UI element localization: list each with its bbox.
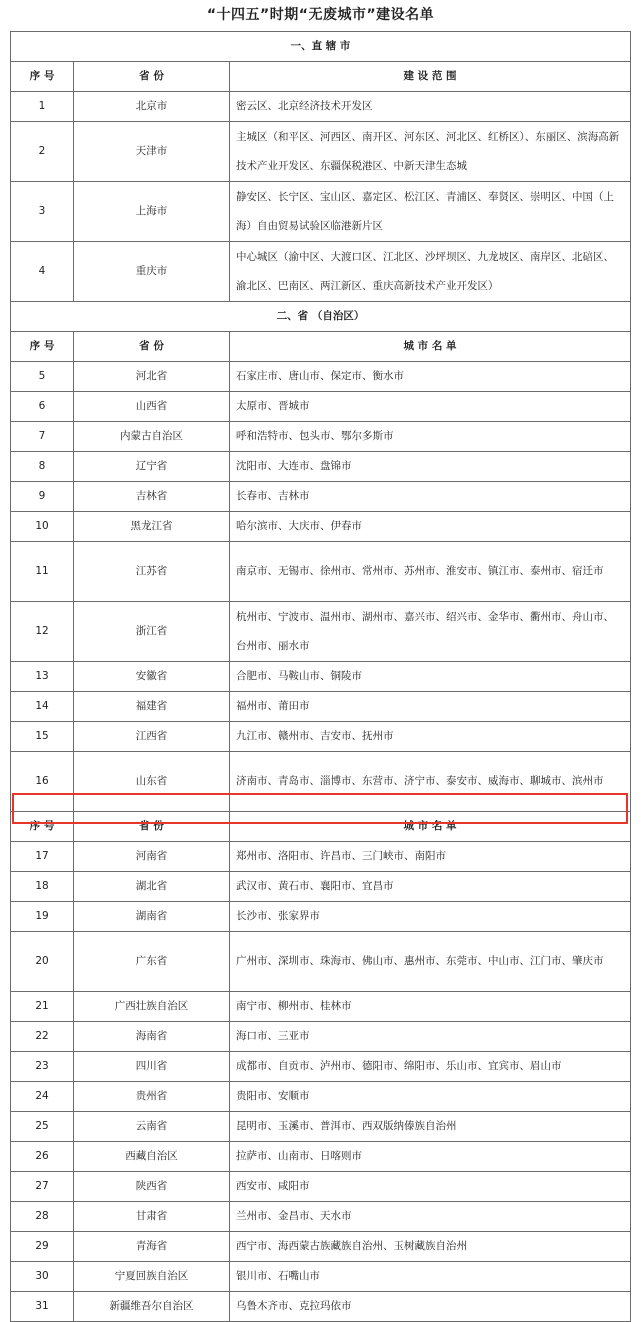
row-no: 7 [11,422,74,452]
row-province: 福建省 [74,692,230,722]
section-heading-text: 一、直 辖 市 [11,32,631,62]
row-province: 内蒙古自治区 [74,422,230,452]
row-no: 21 [11,992,74,1022]
header-province: 省 份 [74,62,230,92]
row-cities: 合肥市、马鞍山市、铜陵市 [230,662,631,692]
row-province: 河北省 [74,362,230,392]
row-cities: 郑州市、洛阳市、许昌市、三门峡市、南阳市 [230,842,631,872]
row-province: 江西省 [74,722,230,752]
table-row [11,752,631,812]
table-row [11,1052,631,1082]
row-no: 13 [11,662,74,692]
row-no: 24 [11,1082,74,1112]
table-row [11,1112,631,1142]
row-cities: 静安区、长宁区、宝山区、嘉定区、松江区、青浦区、奉贤区、崇明区、中国（上海）自由贸易试验区临港新片区 [230,182,631,242]
row-no: 15 [11,722,74,752]
table-row [11,122,631,182]
header-city-list: 城 市 名 单 [230,332,631,362]
row-no: 18 [11,872,74,902]
row-no: 1 [11,92,74,122]
table-header-row [11,62,631,92]
row-no: 30 [11,1262,74,1292]
row-no: 19 [11,902,74,932]
row-province: 山东省 [74,752,230,812]
table-row [11,1142,631,1172]
row-province: 天津市 [74,122,230,182]
row-province: 宁夏回族自治区 [74,1262,230,1292]
row-province: 新疆维吾尔自治区 [74,1292,230,1322]
row-no: 2 [11,122,74,182]
row-cities: 长沙市、张家界市 [230,902,631,932]
row-province: 安徽省 [74,662,230,692]
table-row [11,902,631,932]
row-no: 12 [11,602,74,662]
row-no: 28 [11,1202,74,1232]
row-province: 上海市 [74,182,230,242]
table-row [11,452,631,482]
table-header-row [11,332,631,362]
row-no: 23 [11,1052,74,1082]
row-cities: 西宁市、海西蒙古族藏族自治州、玉树藏族自治州 [230,1232,631,1262]
row-no: 3 [11,182,74,242]
row-province: 甘肃省 [74,1202,230,1232]
table-row [11,992,631,1022]
table-row [11,1232,631,1262]
table-row [11,362,631,392]
row-no: 14 [11,692,74,722]
row-province: 贵州省 [74,1082,230,1112]
table-row [11,1262,631,1292]
row-no: 11 [11,542,74,602]
row-cities: 兰州市、金昌市、天水市 [230,1202,631,1232]
table-row [11,1172,631,1202]
page-title: “十四五”时期“无废城市”建设名单 [206,7,435,23]
row-no: 16 [11,752,74,812]
row-cities: 武汉市、黄石市、襄阳市、宜昌市 [230,872,631,902]
row-no: 31 [11,1292,74,1322]
row-cities: 拉萨市、山南市、日喀则市 [230,1142,631,1172]
row-province: 山西省 [74,392,230,422]
row-no: 27 [11,1172,74,1202]
row-no: 25 [11,1112,74,1142]
row-cities: 海口市、三亚市 [230,1022,631,1052]
table-row [11,1022,631,1052]
table-row [11,932,631,992]
table-row [11,1202,631,1232]
row-no: 22 [11,1022,74,1052]
row-cities: 福州市、莆田市 [230,692,631,722]
row-province: 陕西省 [74,1172,230,1202]
row-cities: 西安市、咸阳市 [230,1172,631,1202]
row-province: 河南省 [74,842,230,872]
table-row [11,182,631,242]
row-cities: 密云区、北京经济技术开发区 [230,92,631,122]
row-cities: 呼和浩特市、包头市、鄂尔多斯市 [230,422,631,452]
row-province: 浙江省 [74,602,230,662]
row-no: 17 [11,842,74,872]
row-no: 4 [11,242,74,302]
table-row [11,842,631,872]
row-no: 26 [11,1142,74,1172]
table-row [11,422,631,452]
row-no: 10 [11,512,74,542]
row-province: 北京市 [74,92,230,122]
row-province: 海南省 [74,1022,230,1052]
row-cities: 广州市、深圳市、珠海市、佛山市、惠州市、东莞市、中山市、江门市、肇庆市 [230,932,631,992]
row-cities: 济南市、青岛市、淄博市、东营市、济宁市、泰安市、威海市、聊城市、滨州市 [230,752,631,812]
row-no: 9 [11,482,74,512]
header-no: 序 号 [11,62,74,92]
section-heading-municipalities [11,32,631,62]
row-province: 吉林省 [74,482,230,512]
row-cities: 中心城区（渝中区、大渡口区、江北区、沙坪坝区、九龙坡区、南岸区、北碚区、渝北区、巴南区、两江新区、重庆高新技术产业开发区） [230,242,631,302]
row-province: 西藏自治区 [74,1142,230,1172]
row-province: 广东省 [74,932,230,992]
header-no: 序 号 [11,812,74,842]
row-no: 8 [11,452,74,482]
row-cities: 哈尔滨市、大庆市、伊春市 [230,512,631,542]
section-heading-text: 二、省 （自治区） [11,302,631,332]
row-cities: 石家庄市、唐山市、保定市、衡水市 [230,362,631,392]
row-no: 20 [11,932,74,992]
row-province: 江苏省 [74,542,230,602]
row-province: 湖北省 [74,872,230,902]
row-cities: 成都市、自贡市、泸州市、德阳市、绵阳市、乐山市、宜宾市、眉山市 [230,1052,631,1082]
header-scope: 建 设 范 围 [230,62,631,92]
row-province: 广西壮族自治区 [74,992,230,1022]
table-row [11,1082,631,1112]
table-row [11,542,631,602]
row-cities: 南京市、无锡市、徐州市、常州市、苏州市、淮安市、镇江市、泰州市、宿迁市 [230,542,631,602]
row-no: 6 [11,392,74,422]
header-province: 省 份 [74,812,230,842]
table-row [11,512,631,542]
row-province: 黑龙江省 [74,512,230,542]
row-cities: 太原市、晋城市 [230,392,631,422]
row-province: 重庆市 [74,242,230,302]
row-cities: 长春市、吉林市 [230,482,631,512]
header-no: 序 号 [11,332,74,362]
header-city-list: 城 市 名 单 [230,812,631,842]
row-province: 湖南省 [74,902,230,932]
row-no: 5 [11,362,74,392]
row-cities: 乌鲁木齐市、克拉玛依市 [230,1292,631,1322]
row-cities: 南宁市、柳州市、桂林市 [230,992,631,1022]
table-row [11,392,631,422]
table-row [11,692,631,722]
section-heading-provinces [11,302,631,332]
row-cities: 昆明市、玉溪市、普洱市、西双版纳傣族自治州 [230,1112,631,1142]
header-province: 省 份 [74,332,230,362]
table-row [11,662,631,692]
row-cities: 贵阳市、安顺市 [230,1082,631,1112]
table-row [11,242,631,302]
table-row [11,92,631,122]
row-no: 29 [11,1232,74,1262]
row-cities: 银川市、石嘴山市 [230,1262,631,1292]
table-row [11,1292,631,1322]
city-list-table [10,31,631,1322]
row-cities: 九江市、赣州市、吉安市、抚州市 [230,722,631,752]
table-row [11,872,631,902]
table-header-row [11,812,631,842]
table-row [11,602,631,662]
row-cities: 杭州市、宁波市、温州市、湖州市、嘉兴市、绍兴市、金华市、衢州市、舟山市、台州市、丽水市 [230,602,631,662]
table-row [11,482,631,512]
row-cities: 主城区（和平区、河西区、南开区、河东区、河北区、红桥区）、东丽区、滨海高新技术产业开发区、东疆保税港区、中新天津生态城 [230,122,631,182]
row-cities: 沈阳市、大连市、盘锦市 [230,452,631,482]
row-province: 青海省 [74,1232,230,1262]
row-province: 云南省 [74,1112,230,1142]
table-row [11,722,631,752]
row-province: 四川省 [74,1052,230,1082]
row-province: 辽宁省 [74,452,230,482]
